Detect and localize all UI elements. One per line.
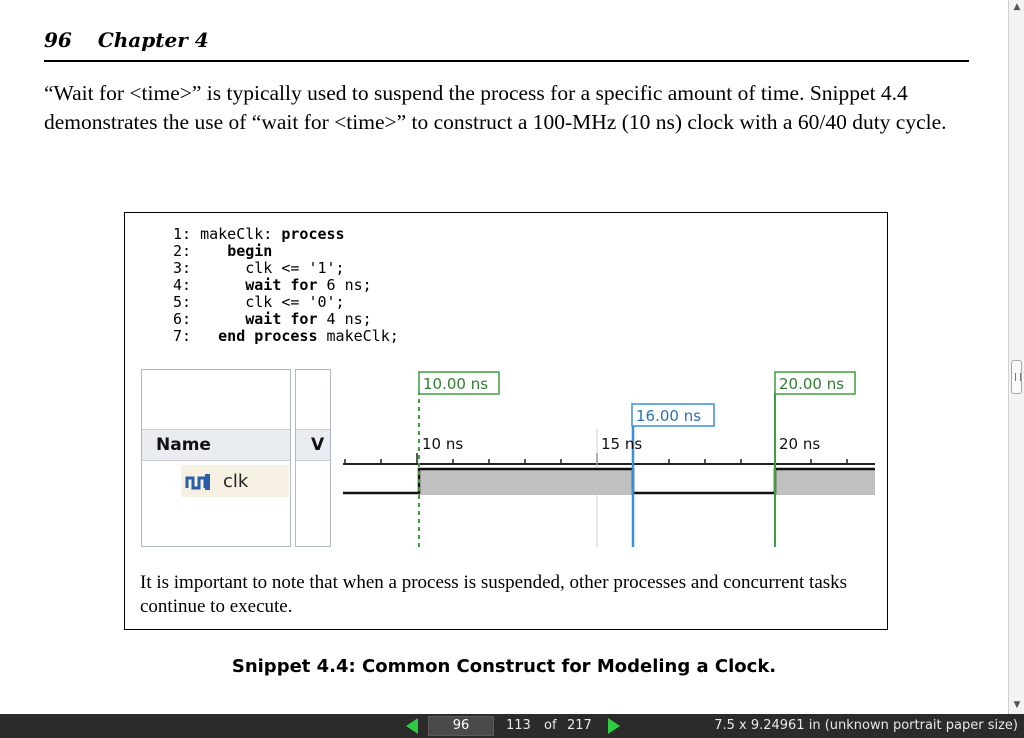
code-block (173, 226, 399, 345)
waveform-plot (337, 369, 876, 549)
code-line: 7: end process makeClk; (173, 327, 399, 345)
page-of-label: of (544, 718, 557, 733)
scroll-up-icon[interactable]: ▲ (1013, 2, 1021, 12)
page-number-input[interactable]: 96 (428, 716, 494, 736)
cursor-label: 10.00 ns (423, 375, 489, 393)
previous-page-icon[interactable] (406, 718, 418, 734)
next-page-icon[interactable] (608, 718, 620, 734)
chapter-title: Chapter 4 (97, 28, 209, 52)
intro-paragraph: “Wait for <time>” is typically used to suspend the process for a specific amount of time. Snippet 4.4 demonstrates the use of “wait for <time>” to construct a 100-MHz (10 ns) clock with a 60/40 duty cycle. (44, 81, 947, 134)
vertical-scrollbar[interactable] (1008, 0, 1024, 714)
cursor-label: 16.00 ns (636, 407, 702, 425)
cursor-label: 20.00 ns (779, 375, 845, 393)
name-column-header: Name (156, 435, 211, 455)
value-column-header: V (311, 435, 325, 455)
running-header (44, 28, 209, 52)
page-index: 113 (506, 718, 531, 733)
snippet-caption: Snippet 4.4: Common Construct for Modeling a Clock. (231, 656, 777, 677)
signal-name: clk (223, 471, 249, 492)
code-line: 4: wait for 6 ns; (173, 276, 372, 294)
time-tick-label: 10 ns (422, 435, 464, 453)
header-rule (44, 60, 969, 62)
code-line: 3: clk <= '1'; (173, 259, 345, 277)
snippet-note: It is important to note that when a process is suspended, other processes and concurrent tasks continue to execute. (140, 572, 848, 617)
code-line: 1: makeClk: process (173, 225, 345, 243)
scroll-down-icon[interactable]: ▼ (1013, 700, 1021, 710)
page-number: 96 (44, 28, 72, 52)
snippet-box (124, 212, 888, 630)
code-line: 5: clk <= '0'; (173, 293, 345, 311)
total-pages: 217 (567, 718, 592, 733)
clk-high-segment (775, 469, 875, 495)
paper-size-label: 7.5 x 9.24961 in (unknown portrait paper size) (714, 718, 1018, 733)
grip-icon (1015, 373, 1021, 381)
code-line: 2: begin (173, 242, 273, 260)
scroll-thumb[interactable] (1011, 360, 1022, 394)
code-line: 6: wait for 4 ns; (173, 310, 372, 328)
simulation-waveform (141, 369, 876, 549)
clk-high-segment (419, 469, 633, 495)
time-tick-label: 20 ns (779, 435, 821, 453)
time-tick-label: 15 ns (601, 435, 643, 453)
signal-icon (185, 470, 211, 492)
status-bar (0, 714, 1024, 738)
